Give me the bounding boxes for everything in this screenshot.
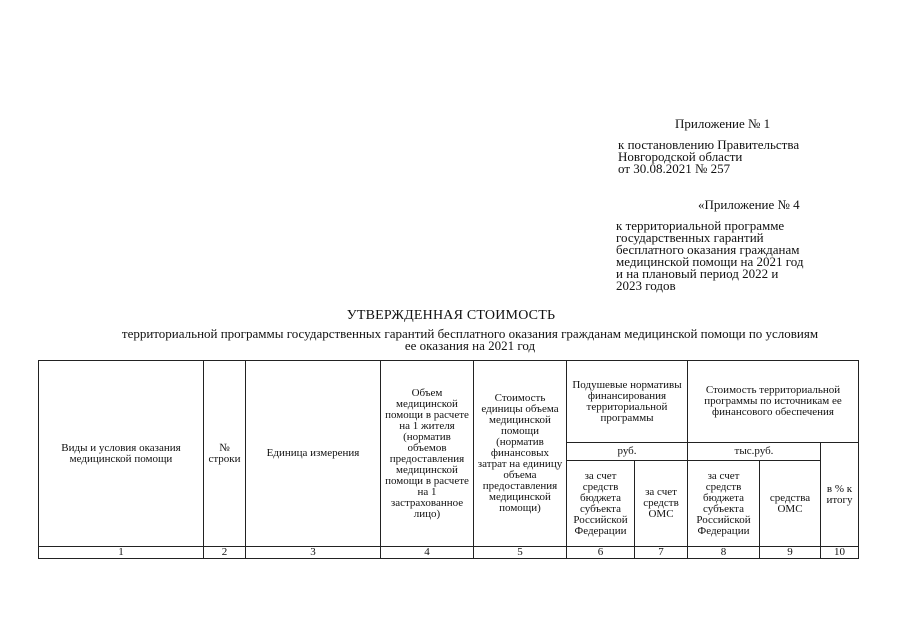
column-number: 10	[821, 547, 859, 559]
header-regional-budget-per-capita: за счет средств бюджета субъекта Российской Федерации	[567, 461, 635, 547]
cost-table	[38, 360, 859, 559]
appendix-4-line: к территориальной программе	[616, 218, 785, 233]
appendix-4-line: и на плановый период 2022 и	[616, 266, 779, 281]
appendix-1-line: к постановлению Правительства	[618, 137, 800, 152]
appendix-1-line: Новгородской области	[618, 149, 743, 164]
header-unit: Единица измерения	[246, 361, 381, 547]
appendix-4-line: медицинской помощи на 2021 год	[616, 254, 804, 269]
header-care-types: Виды и условия оказания медицинской помощи	[39, 361, 204, 547]
column-number: 4	[381, 547, 474, 559]
appendix-4-line: государственных гарантий	[616, 230, 764, 245]
document-subtitle	[60, 328, 880, 352]
column-number: 8	[688, 547, 760, 559]
header-unit-rub: руб.	[567, 443, 688, 461]
column-number: 7	[635, 547, 688, 559]
column-number: 3	[246, 547, 381, 559]
header-program-cost-group: Стоимость территориальной программы по источникам ее финансового обеспечения	[688, 361, 859, 443]
column-number: 5	[474, 547, 567, 559]
document-title: УТВЕРЖДЕННАЯ СТОИМОСТЬ	[346, 308, 556, 323]
column-number: 6	[567, 547, 635, 559]
column-number: 9	[760, 547, 821, 559]
header-regional-budget-total: за счет средств бюджета субъекта Российской Федерации	[688, 461, 760, 547]
header-volume: Объем медицинской помощи в расчете на 1 жителя (норматив объемов предоставления медицинской помощи в расчете на 1 застрахованное лицо)	[381, 361, 474, 547]
appendix-4-line: 2023 годов	[616, 278, 676, 293]
header-oms-per-capita: за счет средств ОМС	[635, 461, 688, 547]
header-row-number: № строки	[204, 361, 246, 547]
document-subtitle-line: ее оказания на 2021 год	[404, 338, 536, 353]
appendix-4-title: «Приложение № 4	[698, 197, 800, 212]
header-unit-thousand-rub: тыс.руб.	[688, 443, 821, 461]
appendix-4-line: бесплатного оказания гражданам	[616, 242, 800, 257]
appendix-1-line: от 30.08.2021 № 257	[618, 161, 731, 176]
appendix-4-block	[616, 199, 804, 292]
appendix-1-title: Приложение № 1	[675, 116, 771, 131]
appendix-1-block	[618, 118, 799, 175]
header-percent-total: в % к итогу	[821, 443, 859, 547]
header-oms-total: средства ОМС	[760, 461, 821, 547]
header-unit-cost: Стоимость единицы объема медицинской помощи (норматив финансовых затрат на единицу объема предоставления медицинской помощи)	[474, 361, 567, 547]
document-subtitle-line: территориальной программы государственных гарантий бесплатного оказания гражданам медицинской помощи по условиям	[121, 326, 819, 341]
header-per-capita-group: Подушевые нормативы финансирования территориальной программы	[567, 361, 688, 443]
column-number: 1	[39, 547, 204, 559]
column-number: 2	[204, 547, 246, 559]
